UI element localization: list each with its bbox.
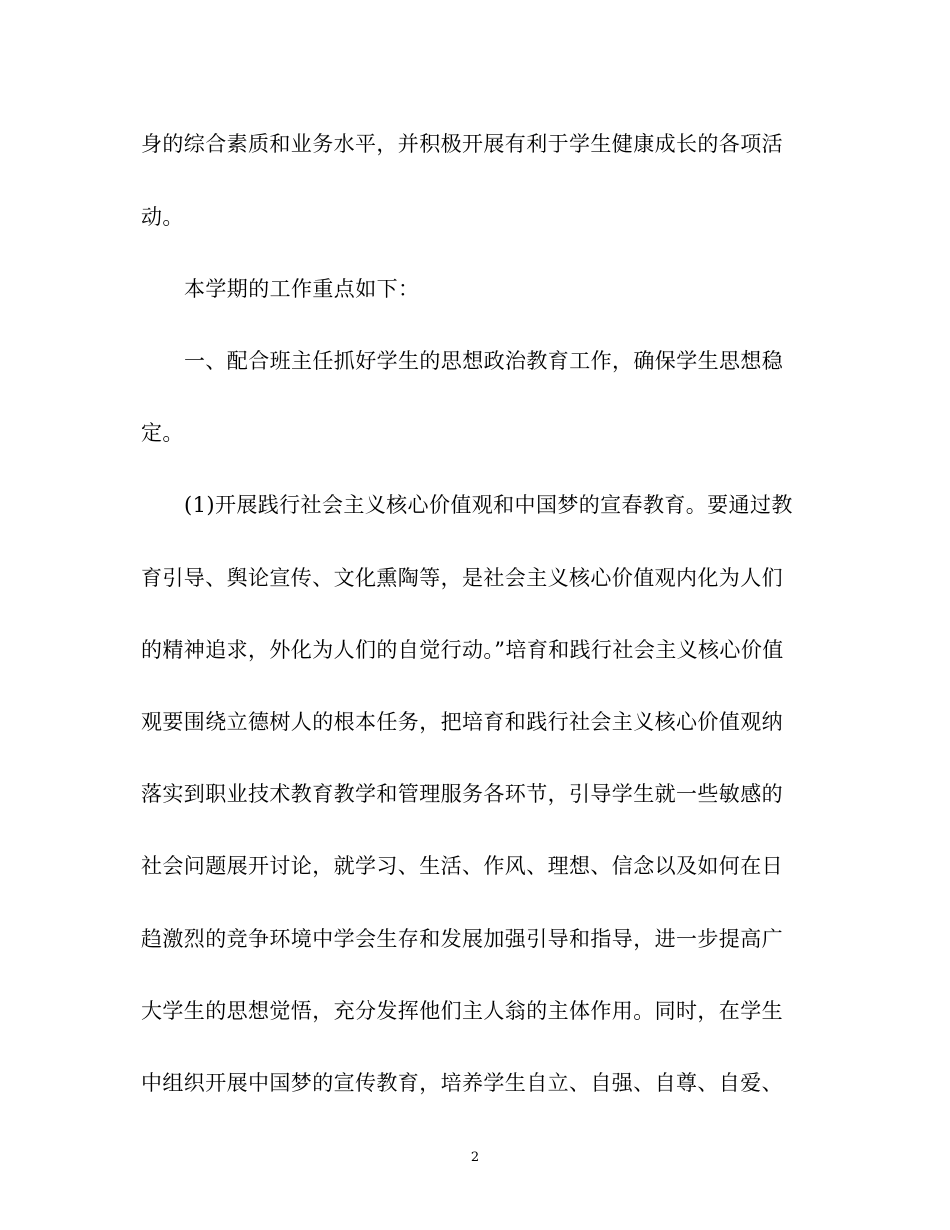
body-text-line: 动。 [141,205,184,229]
body-text-line: 的精神追求，外化为人们的自觉行动。”培育和践行社会主义核心价值 [141,638,784,662]
body-text-line: 定。 [141,421,184,445]
body-text-line: (1)开展践行社会主义核心价值观和中国梦的宣春教育。要通过教 [184,493,793,517]
body-text-line: 本学期的工作重点如下： [184,277,420,301]
body-text-line: 落实到职业技术教育教学和管理服务各环节，引导学生就一些敏感的 [141,782,783,806]
body-text-line: 社会问题展开讨论，就学习、生活、作风、理想、信念以及如何在日 [141,854,783,878]
body-text-line: 一、配合班主任抓好学生的思想政治教育工作，确保学生思想稳 [184,349,784,373]
page-number: 2 [470,1150,480,1165]
body-text-line: 中组织开展中国梦的宣传教育，培养学生自立、自强、自尊、自爱、 [141,1071,783,1095]
body-text-line: 趋激烈的竞争环境中学会生存和发展加强引导和指导，进一步提高广 [141,927,783,951]
body-text-line: 观要围绕立德树人的根本任务，把培育和践行社会主义核心价值观纳 [141,710,783,734]
body-text-line: 育引导、舆论宣传、文化熏陶等，是社会主义核心价值观内化为人们 [141,566,783,590]
body-text-line: 身的综合素质和业务水平，并积极开展有利于学生健康成长的各项活 [141,132,783,156]
body-text-line: 大学生的思想觉悟，充分发挥他们主人翁的主体作用。同时，在学生 [141,999,783,1023]
